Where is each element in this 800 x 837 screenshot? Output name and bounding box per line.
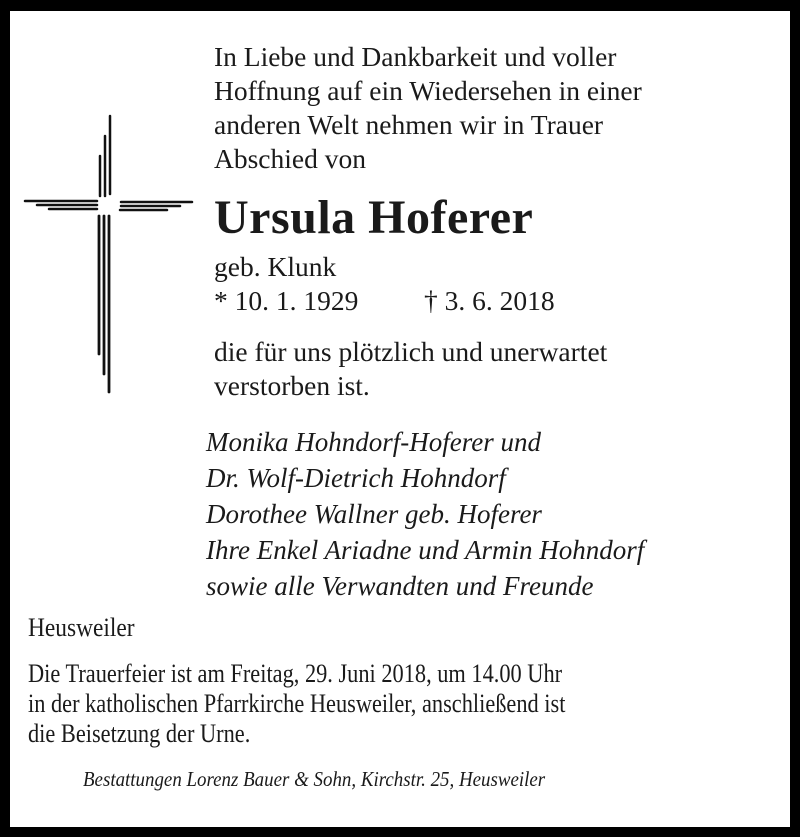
passing-line: die für uns plötzlich und unerwartet: [214, 336, 608, 367]
intro-line: anderen Welt nehmen wir in Trauer: [214, 109, 604, 140]
maiden-name: geb. Klunk: [214, 251, 337, 282]
mourner-line: sowie alle Verwandten und Freunde: [206, 571, 594, 601]
mourner-line: Ihre Enkel Ariadne und Armin Hohndorf: [206, 535, 645, 565]
ceremony-line: die Beisetzung der Urne.: [28, 719, 251, 748]
cross-icon: [17, 104, 197, 394]
passing-line: verstorben ist.: [214, 370, 370, 401]
intro-line: Hoffnung auf ein Wiedersehen in einer: [214, 75, 642, 106]
intro-line: In Liebe und Dankbarkeit und voller: [214, 41, 617, 72]
deceased-name: Ursula Hoferer: [214, 191, 534, 244]
mourner-line: Dorothee Wallner geb. Hoferer: [206, 499, 542, 529]
birth-date: * 10. 1. 1929: [214, 285, 359, 316]
mourner-line: Monika Hohndorf-Hoferer und: [206, 427, 541, 457]
life-dates: [214, 284, 555, 318]
undertaker-credit: Bestattungen Lorenz Bauer & Sohn, Kirchstr. 25, Heusweiler: [83, 767, 546, 791]
mourner-line: Dr. Wolf-Dietrich Hohndorf: [206, 463, 506, 493]
ceremony-line: in der katholischen Pfarrkirche Heusweiler, anschließend ist: [28, 689, 566, 718]
mourners-list: [206, 424, 644, 604]
intro-line: Abschied von: [214, 143, 366, 174]
intro-text: [214, 40, 642, 176]
death-date: † 3. 6. 2018: [424, 285, 555, 316]
ceremony-line: Die Trauerfeier ist am Freitag, 29. Juni 2018, um 14.00 Uhr: [28, 659, 563, 688]
ceremony-info: [28, 659, 565, 749]
place-name: Heusweiler: [28, 613, 135, 642]
passing-text: [214, 335, 607, 403]
